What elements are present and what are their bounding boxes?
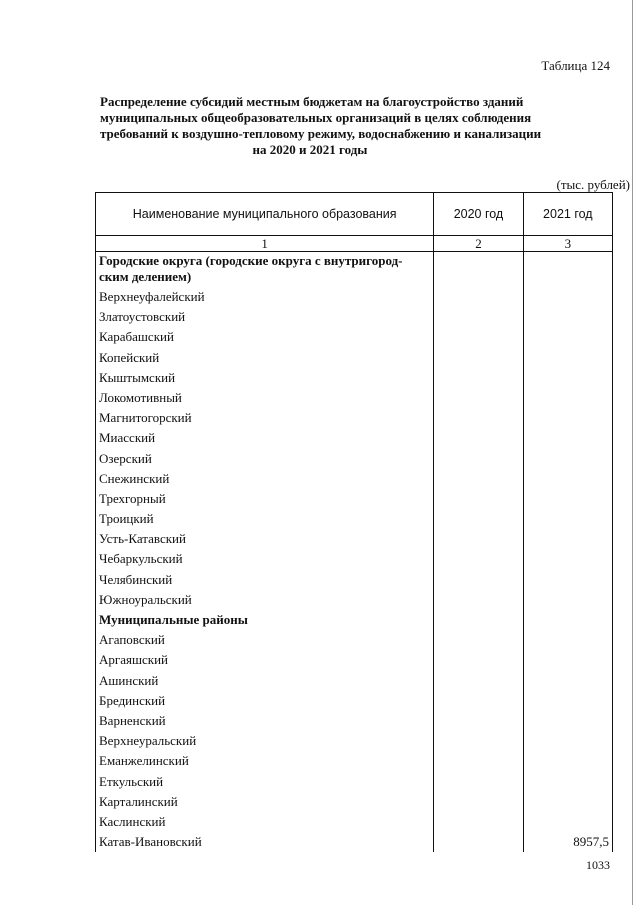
municipality-name: Магнитогорский [96,408,434,428]
table-row [96,590,613,610]
table-row [96,307,613,327]
municipality-name: Чебаркульский [96,549,434,569]
value-2021 [523,650,612,670]
municipality-name: Озерский [96,449,434,469]
value-2020 [434,388,523,408]
value-2021 [523,368,612,388]
municipality-name: Снежинский [96,469,434,489]
value-2021 [523,252,612,288]
value-2021 [523,408,612,428]
column-number: 1 [96,236,434,252]
value-2021 [523,772,612,792]
municipality-name: Карталинский [96,792,434,812]
table-row [96,529,613,549]
municipality-name: Усть-Катавский [96,529,434,549]
municipality-name: Златоустовский [96,307,434,327]
municipality-name: Южноуральский [96,590,434,610]
table-row [96,509,613,529]
municipality-name: Верхнеуфалейский [96,287,434,307]
table-row [96,368,613,388]
value-2020 [434,307,523,327]
value-2021 [523,449,612,469]
value-2021 [523,327,612,347]
table-row [96,751,613,771]
table-row [96,630,613,650]
municipality-name: Аргаяшский [96,650,434,670]
value-2021 [523,691,612,711]
value-2021 [523,388,612,408]
value-2021 [523,812,612,832]
value-2020 [434,549,523,569]
subsidy-table [95,192,613,852]
municipality-name: Каслинский [96,812,434,832]
value-2021 [523,509,612,529]
table-row [96,408,613,428]
value-2020 [434,469,523,489]
table-header-row [96,193,613,236]
table-row [96,832,613,852]
value-2020 [434,691,523,711]
column-header-name: Наименование муниципального образования [96,193,434,236]
value-2021 [523,549,612,569]
table-row [96,348,613,368]
column-number: 2 [434,236,523,252]
title-line: Распределение субсидий местным бюджетам на благоустройство зданий [100,94,524,109]
document-title [100,94,542,158]
value-2021 [523,529,612,549]
page-number: 1033 [586,858,610,872]
table-row [96,549,613,569]
value-2020 [434,368,523,388]
table-number: Таблица 124 [541,58,610,73]
municipality-name: Городские округа (городские округа с внутригород-ским делением) [96,252,434,288]
municipality-name: Катав-Ивановский [96,832,434,852]
value-2021 [523,610,612,630]
table-row [96,327,613,347]
table-row [96,772,613,792]
value-2021 [523,469,612,489]
column-header-2020: 2020 год [434,193,523,236]
page-edge-line [632,0,633,905]
value-2020 [434,650,523,670]
value-2021 [523,590,612,610]
table-row [96,428,613,448]
municipality-name: Агаповский [96,630,434,650]
table-row [96,671,613,691]
value-2020 [434,711,523,731]
value-2020 [434,590,523,610]
value-2021: 8957,5 [523,832,612,852]
value-2020 [434,812,523,832]
value-2021 [523,307,612,327]
value-2020 [434,327,523,347]
municipality-name: Трехгорный [96,489,434,509]
value-2020 [434,529,523,549]
column-number-row [96,236,613,252]
column-number: 3 [523,236,612,252]
value-2020 [434,610,523,630]
value-2020 [434,489,523,509]
column-header-2021: 2021 год [523,193,612,236]
table-row [96,469,613,489]
title-line: муниципальных общеобразовательных организаций в целях соблюдения [100,110,532,125]
value-2020 [434,408,523,428]
table-row [96,650,613,670]
value-2021 [523,570,612,590]
value-2020 [434,671,523,691]
value-2021 [523,630,612,650]
municipality-name: Кыштымский [96,368,434,388]
value-2021 [523,792,612,812]
table-row [96,691,613,711]
value-2021 [523,671,612,691]
municipality-name: Копейский [96,348,434,368]
value-2021 [523,489,612,509]
table-row [96,489,613,509]
value-2020 [434,731,523,751]
title-line: на 2020 и 2021 годы [252,142,368,157]
value-2021 [523,428,612,448]
table-row [96,792,613,812]
value-2021 [523,711,612,731]
value-2020 [434,772,523,792]
table-row [96,812,613,832]
value-2021 [523,287,612,307]
value-2020 [434,509,523,529]
value-2020 [434,252,523,288]
municipality-name: Карабашский [96,327,434,347]
municipality-name: Миасский [96,428,434,448]
table-row [96,449,613,469]
table-group-row [96,610,613,630]
municipality-name: Локомотивный [96,388,434,408]
value-2020 [434,428,523,448]
value-2020 [434,348,523,368]
table-row [96,731,613,751]
municipality-name: Брединский [96,691,434,711]
municipality-name: Верхнеуральский [96,731,434,751]
value-2020 [434,751,523,771]
municipality-name: Еткульский [96,772,434,792]
municipality-name: Троицкий [96,509,434,529]
value-2021 [523,348,612,368]
value-2020 [434,630,523,650]
value-2020 [434,832,523,852]
title-line: требований к воздушно-тепловому режиму, водоснабжению и канализации [100,126,542,141]
table-group-row [96,252,613,288]
table-row [96,287,613,307]
value-2020 [434,449,523,469]
municipality-name: Муниципальные районы [96,610,434,630]
municipality-name: Еманжелинский [96,751,434,771]
value-2021 [523,751,612,771]
table-row [96,711,613,731]
table-row [96,388,613,408]
unit-label: (тыс. рублей) [556,177,630,192]
municipality-name: Варненский [96,711,434,731]
municipality-name: Ашинский [96,671,434,691]
value-2020 [434,287,523,307]
municipality-name: Челябинский [96,570,434,590]
value-2021 [523,731,612,751]
value-2020 [434,792,523,812]
value-2020 [434,570,523,590]
table-row [96,570,613,590]
